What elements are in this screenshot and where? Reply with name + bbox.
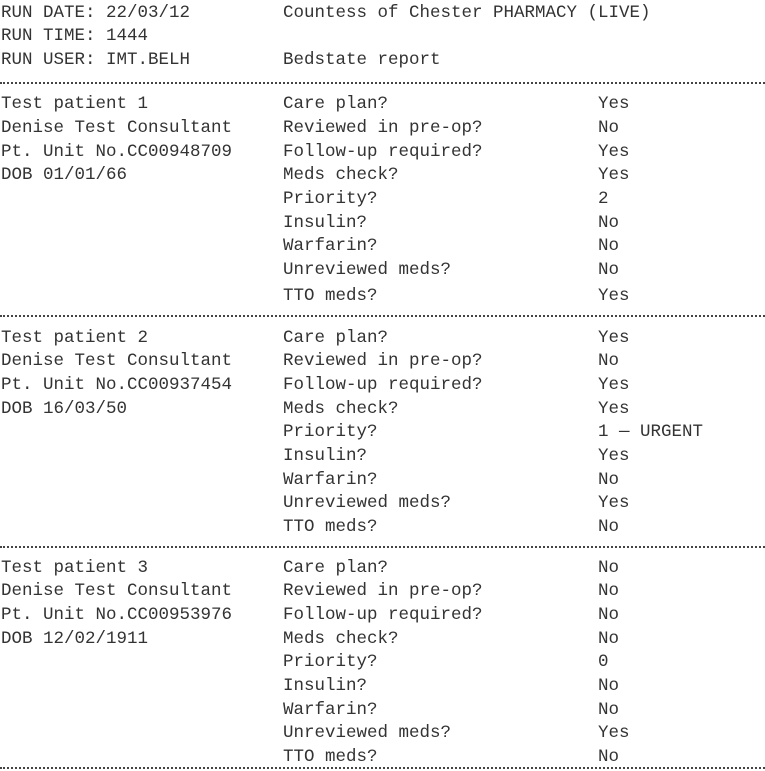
field-value: Yes xyxy=(598,375,630,395)
field-value: Yes xyxy=(598,446,630,466)
field-label: Meds check? xyxy=(283,399,399,419)
field-value: Yes xyxy=(598,142,630,162)
field-label: Warfarin? xyxy=(283,236,378,256)
patient-name: Test patient 1 xyxy=(1,94,149,114)
field-value: No xyxy=(598,351,620,371)
field-value: No xyxy=(598,260,620,280)
field-label: Unreviewed meds? xyxy=(283,260,452,280)
field-value: 1 — URGENT xyxy=(598,422,704,442)
field-label: Priority? xyxy=(283,189,378,209)
divider xyxy=(0,767,765,769)
field-label: Follow-up required? xyxy=(283,375,483,395)
field-value: Yes xyxy=(598,286,630,306)
patient-consultant: Denise Test Consultant xyxy=(1,118,233,138)
field-label: Follow-up required? xyxy=(283,605,483,625)
field-label: Warfarin? xyxy=(283,700,378,720)
field-value: No xyxy=(598,629,620,649)
field-value: No xyxy=(598,605,620,625)
patient-unit-no: Pt. Unit No.CC00937454 xyxy=(1,375,233,395)
field-value: Yes xyxy=(598,493,630,513)
field-label: Follow-up required? xyxy=(283,142,483,162)
divider xyxy=(0,315,765,317)
field-label: Priority? xyxy=(283,422,378,442)
field-label: Insulin? xyxy=(283,446,368,466)
field-label: Reviewed in pre-op? xyxy=(283,118,483,138)
patient-consultant: Denise Test Consultant xyxy=(1,581,233,601)
patient-dob: DOB 01/01/66 xyxy=(1,165,128,185)
field-value: No xyxy=(598,747,620,767)
field-value: No xyxy=(598,118,620,138)
patient-dob: DOB 16/03/50 xyxy=(1,399,128,419)
patient-unit-no: Pt. Unit No.CC00953976 xyxy=(1,605,233,625)
field-label: Unreviewed meds? xyxy=(283,723,452,743)
field-label: TTO meds? xyxy=(283,747,378,767)
field-value: Yes xyxy=(598,94,630,114)
patient-consultant: Denise Test Consultant xyxy=(1,351,233,371)
field-label: TTO meds? xyxy=(283,286,378,306)
field-value: No xyxy=(598,558,620,578)
field-label: Meds check? xyxy=(283,165,399,185)
patient-name: Test patient 3 xyxy=(1,558,149,578)
field-value: No xyxy=(598,470,620,490)
divider xyxy=(0,546,765,548)
field-value: No xyxy=(598,213,620,233)
patient-unit-no: Pt. Unit No.CC00948709 xyxy=(1,142,233,162)
run-user: RUN USER: IMT.BELH xyxy=(1,50,191,70)
field-label: Unreviewed meds? xyxy=(283,493,452,513)
field-label: Meds check? xyxy=(283,629,399,649)
field-value: No xyxy=(598,676,620,696)
report-title: Bedstate report xyxy=(283,50,441,70)
field-label: TTO meds? xyxy=(283,517,378,537)
field-label: Reviewed in pre-op? xyxy=(283,581,483,601)
field-value: No xyxy=(598,581,620,601)
field-value: Yes xyxy=(598,328,630,348)
field-label: Care plan? xyxy=(283,558,389,578)
field-value: 0 xyxy=(598,652,609,672)
field-value: Yes xyxy=(598,399,630,419)
field-value: Yes xyxy=(598,723,630,743)
field-label: Priority? xyxy=(283,652,378,672)
patient-dob: DOB 12/02/1911 xyxy=(1,629,149,649)
field-value: Yes xyxy=(598,165,630,185)
patient-name: Test patient 2 xyxy=(1,328,149,348)
field-value: 2 xyxy=(598,189,609,209)
field-value: No xyxy=(598,517,620,537)
field-label: Insulin? xyxy=(283,676,368,696)
field-label: Care plan? xyxy=(283,328,389,348)
field-value: No xyxy=(598,236,620,256)
run-time: RUN TIME: 1444 xyxy=(1,26,149,46)
field-label: Warfarin? xyxy=(283,470,378,490)
field-label: Reviewed in pre-op? xyxy=(283,351,483,371)
field-label: Care plan? xyxy=(283,94,389,114)
field-label: Insulin? xyxy=(283,213,368,233)
divider xyxy=(0,82,765,84)
run-date: RUN DATE: 22/03/12 xyxy=(1,3,191,23)
site-title: Countess of Chester PHARMACY (LIVE) xyxy=(283,3,651,23)
field-value: No xyxy=(598,700,620,720)
